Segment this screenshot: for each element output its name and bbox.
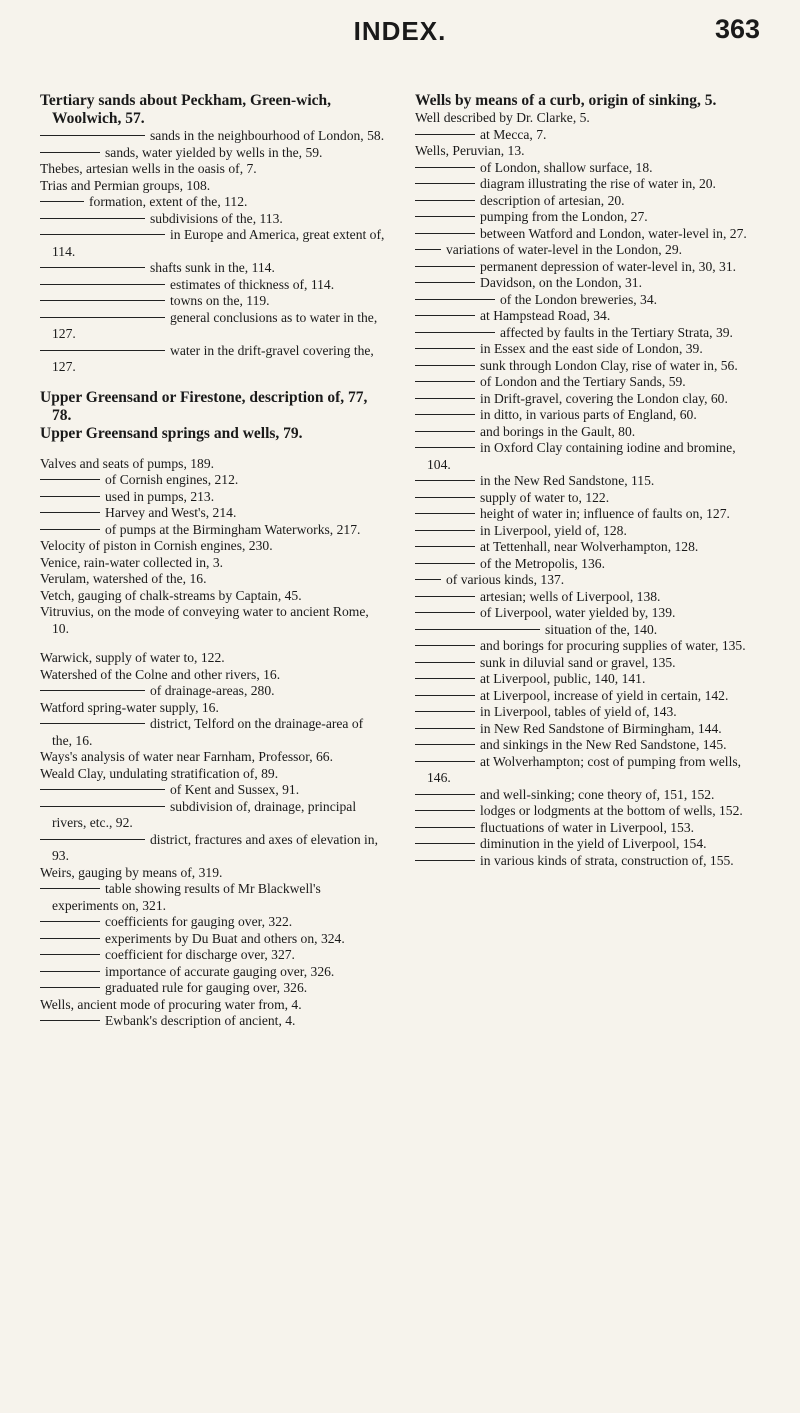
index-subentry: affected by faults in the Tertiary Strata, 39. <box>415 325 760 342</box>
index-entry: Well described by Dr. Clarke, 5. <box>415 110 590 125</box>
index-entry: Ways's analysis of water near Farnham, Professor, 66. <box>40 749 334 764</box>
index-subentry: in Drift-gravel, covering the London clay, 60. <box>415 391 760 408</box>
index-entry: Thebes, artesian wells in the oasis of, 7. <box>40 161 257 176</box>
index-subentry: table showing results of Mr Blackwell's experiments on, 321. <box>40 881 385 914</box>
index-subentry: of Liverpool, water yielded by, 139. <box>415 605 760 622</box>
index-entry: Weirs, gauging by means of, 319. <box>40 864 223 880</box>
index-subentry: Ewbank's description of ancient, 4. <box>40 1013 385 1030</box>
index-subentry: formation, extent of the, 112. <box>40 194 385 211</box>
index-subentry: general conclusions as to water in the, 127. <box>40 310 385 343</box>
index-subentry: supply of water to, 122. <box>415 490 760 507</box>
index-subentry: graduated rule for gauging over, 326. <box>40 980 385 997</box>
index-entry: Venice, rain-water collected in, 3. <box>40 554 224 570</box>
index-subentry: of the London breweries, 34. <box>415 292 760 309</box>
index-subentry: description of artesian, 20. <box>415 193 760 210</box>
index-entry: Vitruvius, on the mode of conveying water to ancient Rome, 10. <box>40 604 369 636</box>
index-entry: Watershed of the Colne and other rivers, 16. <box>40 666 281 682</box>
index-subentry: diagram illustrating the rise of water in, 20. <box>415 176 760 193</box>
index-entry: Trias and Permian groups, 108. <box>40 177 211 193</box>
page-header <box>40 10 760 54</box>
index-subentry: used in pumps, 213. <box>40 489 385 506</box>
index-entry: Upper Greensand springs and wells, 79. <box>40 424 303 442</box>
index-subentry: of London, shallow surface, 18. <box>415 160 760 177</box>
index-subentry: coefficients for gauging over, 322. <box>40 914 385 931</box>
index-subentry: permanent depression of water-level in, 30, 31. <box>415 259 760 276</box>
index-subentry: pumping from the London, 27. <box>415 209 760 226</box>
index-subentry: district, fractures and axes of elevation in, 93. <box>40 832 385 865</box>
index-subentry: and borings for procuring supplies of water, 135. <box>415 638 760 655</box>
index-subentry: estimates of thickness of, 114. <box>40 277 385 294</box>
index-subentry: between Watford and London, water-level in, 27. <box>415 226 760 243</box>
index-subentry: sunk in diluvial sand or gravel, 135. <box>415 655 760 672</box>
index-subentry: and borings in the Gault, 80. <box>415 424 760 441</box>
index-subentry: artesian; wells of Liverpool, 138. <box>415 589 760 606</box>
index-subentry: at Liverpool, increase of yield in certain, 142. <box>415 688 760 705</box>
index-subentry: in various kinds of strata, construction of, 155. <box>415 853 760 870</box>
index-subentry: in ditto, in various parts of England, 60. <box>415 407 760 424</box>
index-subentry: towns on the, 119. <box>40 293 385 310</box>
index-subentry: of pumps at the Birmingham Waterworks, 217. <box>40 522 385 539</box>
running-title: INDEX. <box>353 16 447 46</box>
index-subentry: district, Telford on the drainage-area of the, 16. <box>40 716 385 749</box>
index-subentry: height of water in; influence of faults on, 127. <box>415 506 760 523</box>
index-entry: Wells, ancient mode of procuring water from, 4. <box>40 996 302 1012</box>
page-number: 363 <box>714 14 760 44</box>
index-subentry: in Liverpool, tables of yield of, 143. <box>415 704 760 721</box>
index-subentry: sands, water yielded by wells in the, 59. <box>40 145 385 162</box>
index-entry: Wells, Peruvian, 13. <box>415 143 525 158</box>
index-subentry: situation of the, 140. <box>415 622 760 639</box>
index-subentry: of the Metropolis, 136. <box>415 556 760 573</box>
index-subentry: in the New Red Sandstone, 115. <box>415 473 760 490</box>
index-subentry: lodges or lodgments at the bottom of wells, 152. <box>415 803 760 820</box>
index-entry: Upper Greensand or Firestone, description of, 77, 78. <box>40 388 368 424</box>
index-subentry: at Hampstead Road, 34. <box>415 308 760 325</box>
index-subentry: diminution in the yield of Liverpool, 154. <box>415 836 760 853</box>
index-subentry: variations of water-level in the London, 29. <box>415 242 760 259</box>
index-entry: Velocity of piston in Cornish engines, 230. <box>40 538 273 553</box>
index-subentry: and well-sinking; cone theory of, 151, 152. <box>415 787 760 804</box>
index-entry: Valves and seats of pumps, 189. <box>40 455 215 471</box>
index-entry: Warwick, supply of water to, 122. <box>40 650 225 665</box>
index-subentry: in Essex and the east side of London, 39. <box>415 341 760 358</box>
index-subentry: at Wolverhampton; cost of pumping from wells, 146. <box>415 754 760 787</box>
index-subentry: in Oxford Clay containing iodine and bromine, 104. <box>415 440 760 473</box>
index-subentry: of drainage-areas, 280. <box>40 683 385 700</box>
index-subentry: importance of accurate gauging over, 326. <box>40 964 385 981</box>
index-subentry: of London and the Tertiary Sands, 59. <box>415 374 760 391</box>
index-subentry: coefficient for discharge over, 327. <box>40 947 385 964</box>
left-column <box>40 92 385 1030</box>
index-subentry: sunk through London Clay, rise of water in, 56. <box>415 358 760 375</box>
index-subentry: at Tettenhall, near Wolverhampton, 128. <box>415 539 760 556</box>
right-column <box>415 92 760 869</box>
index-entry: Verulam, watershed of the, 16. <box>40 571 207 586</box>
index-subentry: in Liverpool, yield of, 128. <box>415 523 760 540</box>
index-subentry: Harvey and West's, 214. <box>40 505 385 522</box>
index-subentry: in New Red Sandstone of Birmingham, 144. <box>415 721 760 738</box>
index-subentry: subdivision of, drainage, principal rivers, etc., 92. <box>40 799 385 832</box>
index-subentry: of various kinds, 137. <box>415 572 760 589</box>
index-subentry: water in the drift-gravel covering the, 127. <box>40 343 385 376</box>
index-subentry: at Liverpool, public, 140, 141. <box>415 671 760 688</box>
index-subentry: of Kent and Sussex, 91. <box>40 782 385 799</box>
index-entry: Vetch, gauging of chalk-streams by Captain, 45. <box>40 587 302 603</box>
index-entry: Wells by means of a curb, origin of sinking, 5. <box>415 92 717 109</box>
index-subentry: at Mecca, 7. <box>415 127 760 144</box>
index-subentry: experiments by Du Buat and others on, 324. <box>40 931 385 948</box>
index-subentry: of Cornish engines, 212. <box>40 472 385 489</box>
index-entry: Weald Clay, undulating stratification of, 89. <box>40 765 279 781</box>
index-subentry: fluctuations of water in Liverpool, 153. <box>415 820 760 837</box>
index-subentry: subdivisions of the, 113. <box>40 211 385 228</box>
index-entry: Watford spring-water supply, 16. <box>40 699 219 715</box>
index-subentry: and sinkings in the New Red Sandstone, 145. <box>415 737 760 754</box>
index-subentry: in Europe and America, great extent of, 114. <box>40 227 385 260</box>
index-subentry: Davidson, on the London, 31. <box>415 275 760 292</box>
index-subentry: shafts sunk in the, 114. <box>40 260 385 277</box>
index-entry: Tertiary sands about Peckham, Green-wich, Woolwich, 57. <box>40 92 332 127</box>
index-subentry: sands in the neighbourhood of London, 58. <box>40 128 385 145</box>
